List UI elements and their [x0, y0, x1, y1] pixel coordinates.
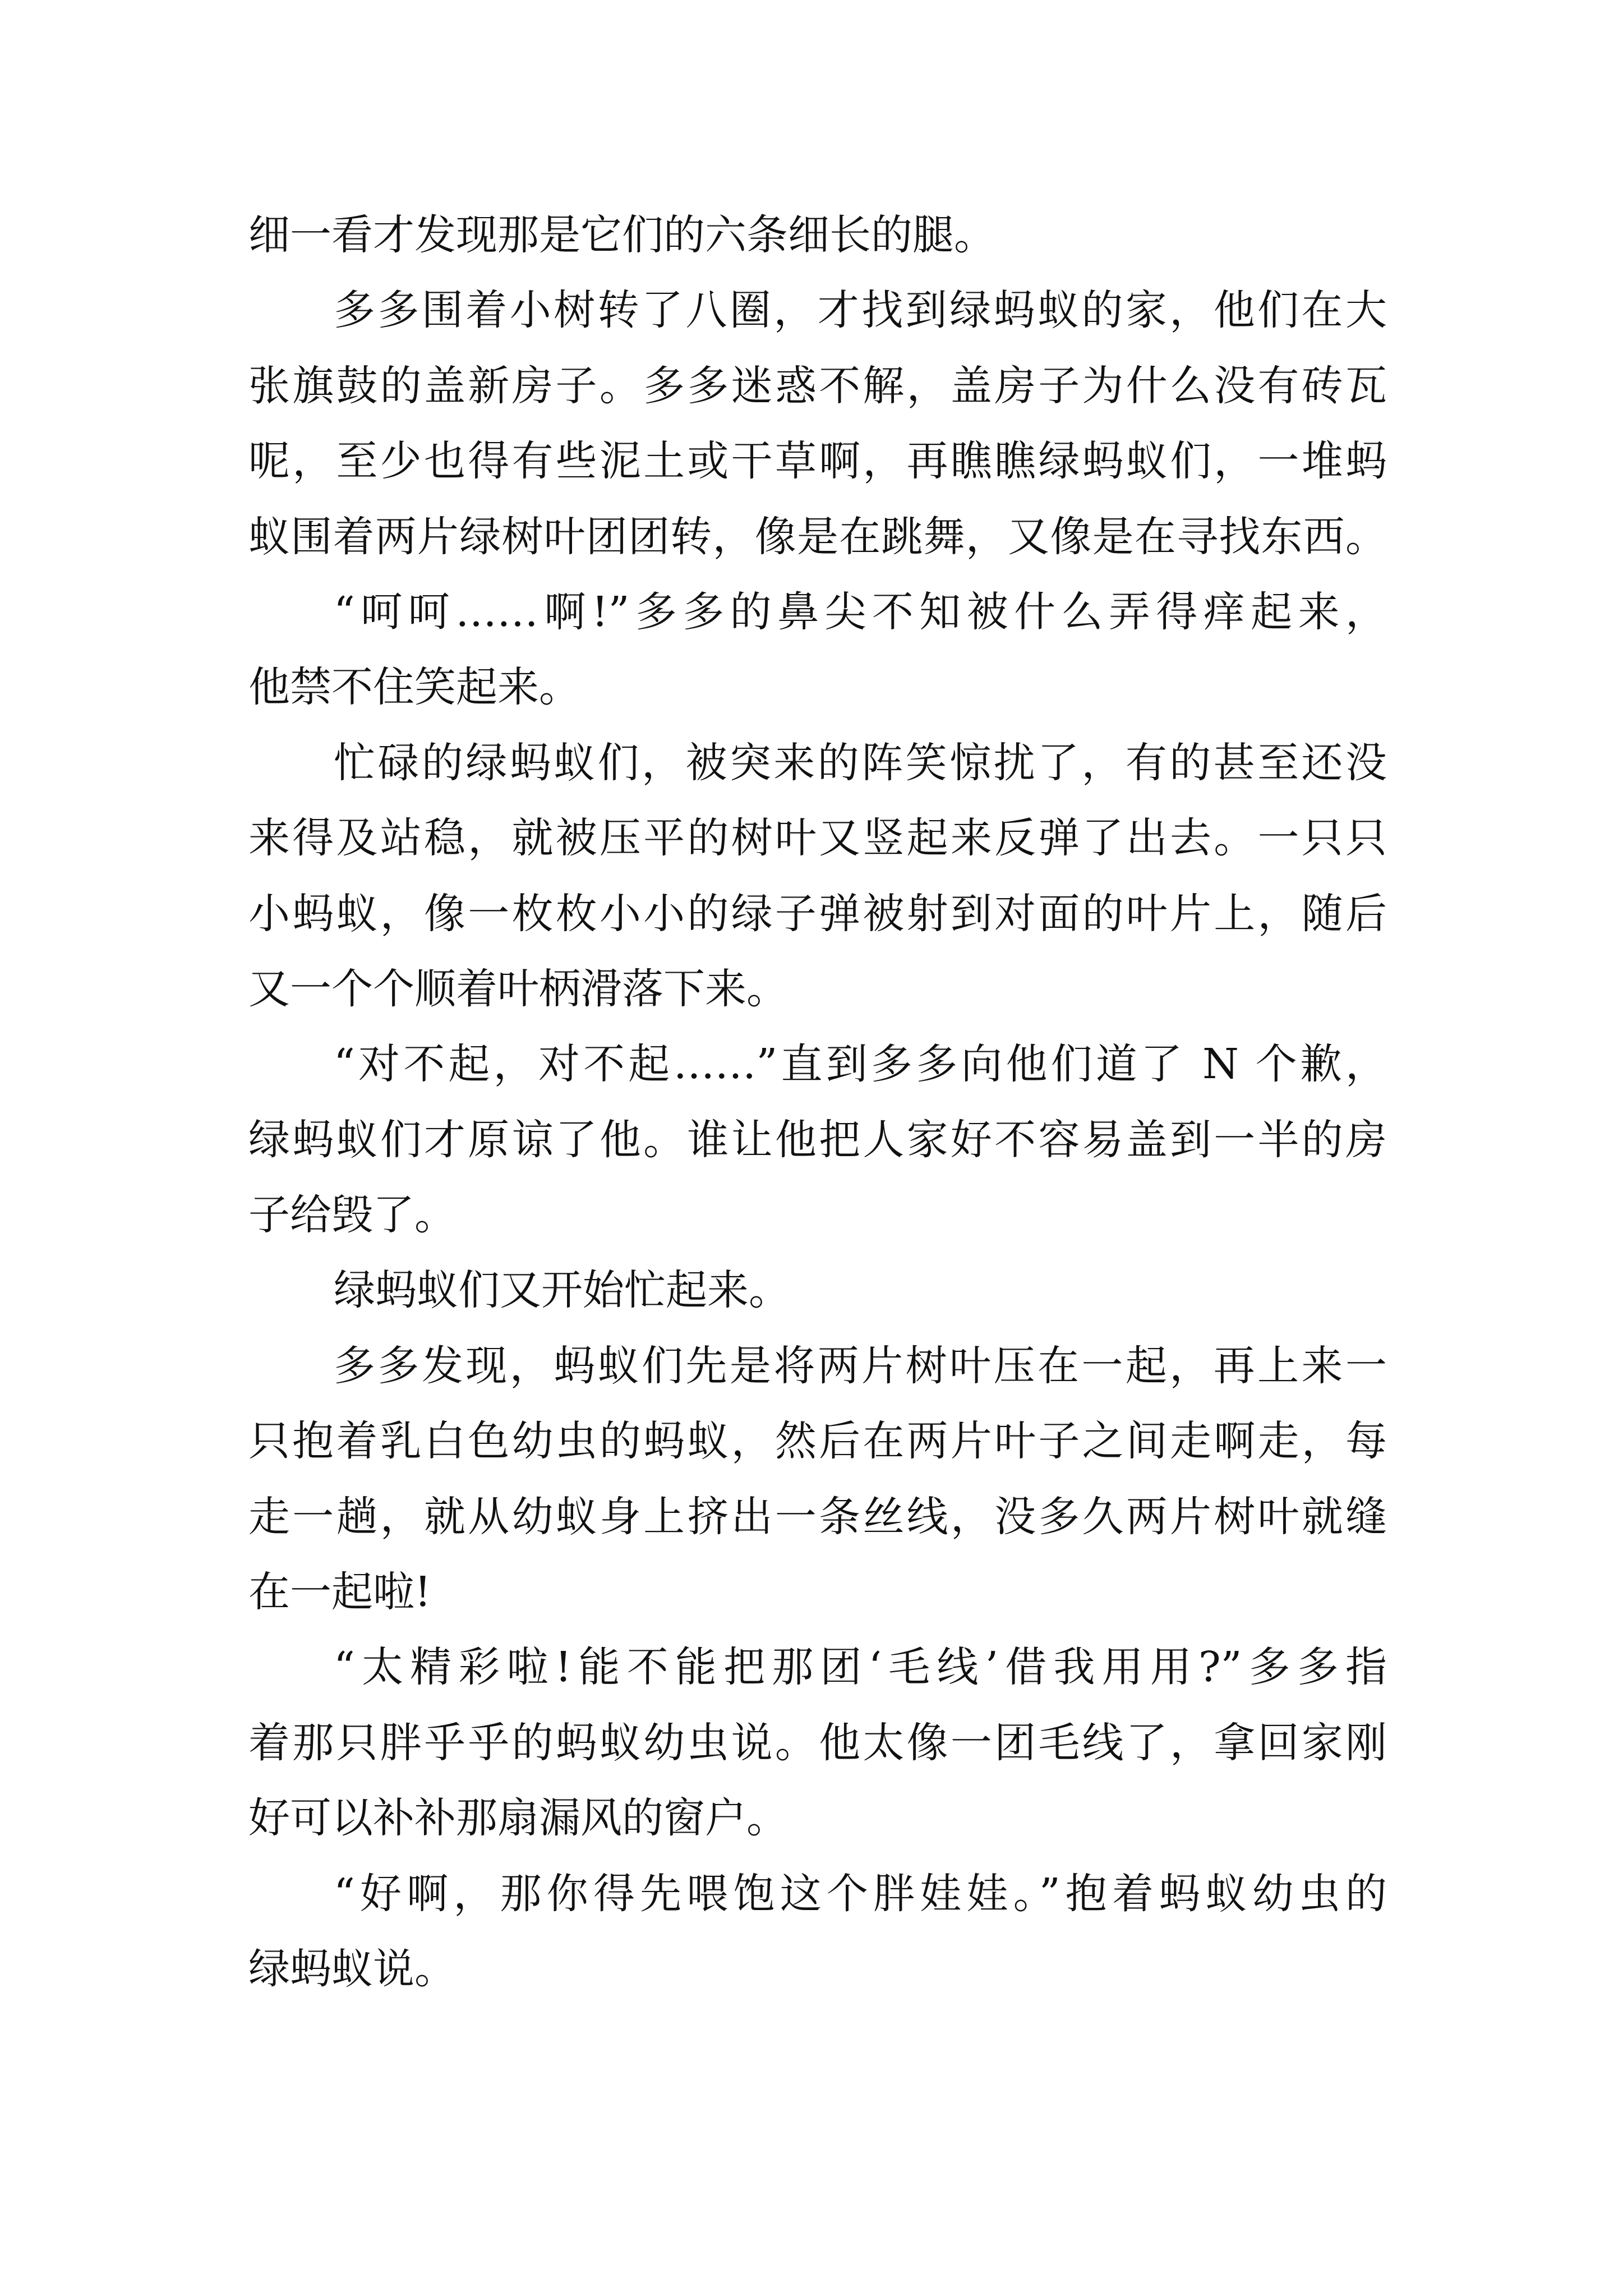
text-line: 多多发现，蚂蚁们先是将两片树叶压在一起，再上来一: [334, 1341, 1387, 1390]
text-line: 呢，至少也得有些泥土或干草啊，再瞧瞧绿蚂蚁们，一堆蚂: [248, 437, 1387, 486]
text-line: 只抱着乳白色幼虫的蚂蚁，然后在两片叶子之间走啊走，每: [248, 1417, 1387, 1466]
text-line: 小蚂蚁，像一枚枚小小的绿子弹被射到对面的叶片上，随后: [248, 889, 1387, 938]
text-line: 子给毁了。: [248, 1191, 456, 1240]
story-text: [248, 197, 1387, 2007]
text-line: 张旗鼓的盖新房子。多多迷惑不解，盖房子为什么没有砖瓦: [248, 361, 1387, 410]
text-line: 忙碌的绿蚂蚁们，被突来的阵笑惊扰了，有的甚至还没: [334, 738, 1387, 787]
text-line: 他禁不住笑起来。: [248, 663, 580, 712]
text-line: 多多围着小树转了八圈，才找到绿蚂蚁的家，他们在大: [334, 286, 1387, 335]
text-line: 又一个个顺着叶柄滑落下来。: [248, 964, 788, 1013]
text-line: “呵呵……啊!”多多的鼻尖不知被什么弄得痒起来，: [334, 587, 1387, 636]
text-line: 在一起啦!: [248, 1568, 431, 1617]
text-line: 绿蚂蚁们才原谅了他。谁让他把人家好不容易盖到一半的房: [248, 1115, 1387, 1164]
text-line: “好啊，那你得先喂饱这个胖娃娃。”抱着蚂蚁幼虫的: [334, 1869, 1387, 1918]
text-line: 好可以补补那扇漏风的窗户。: [248, 1794, 788, 1843]
text-line: “太精彩啦!能不能把那团‘毛线’借我用用?”多多指: [334, 1643, 1387, 1692]
text-line: 绿蚂蚁说。: [248, 1944, 456, 1993]
text-line: 着那只胖乎乎的蚂蚁幼虫说。他太像一团毛线了，拿回家刚: [248, 1718, 1387, 1767]
text-line: 走一趟，就从幼蚁身上挤出一条丝线，没多久两片树叶就缝: [248, 1492, 1387, 1541]
text-line: 细一看才发现那是它们的六条细长的腿。: [248, 211, 995, 259]
text-line: 蚁围着两片绿树叶团团转，像是在跳舞，又像是在寻找东西。: [248, 512, 1387, 561]
text-line: 来得及站稳，就被压平的树叶又竖起来反弹了出去。一只只: [248, 814, 1387, 863]
text-line: “对不起，对不起……”直到多多向他们道了 N 个歉，: [334, 1040, 1387, 1089]
text-line: 绿蚂蚁们又开始忙起来。: [334, 1266, 790, 1315]
